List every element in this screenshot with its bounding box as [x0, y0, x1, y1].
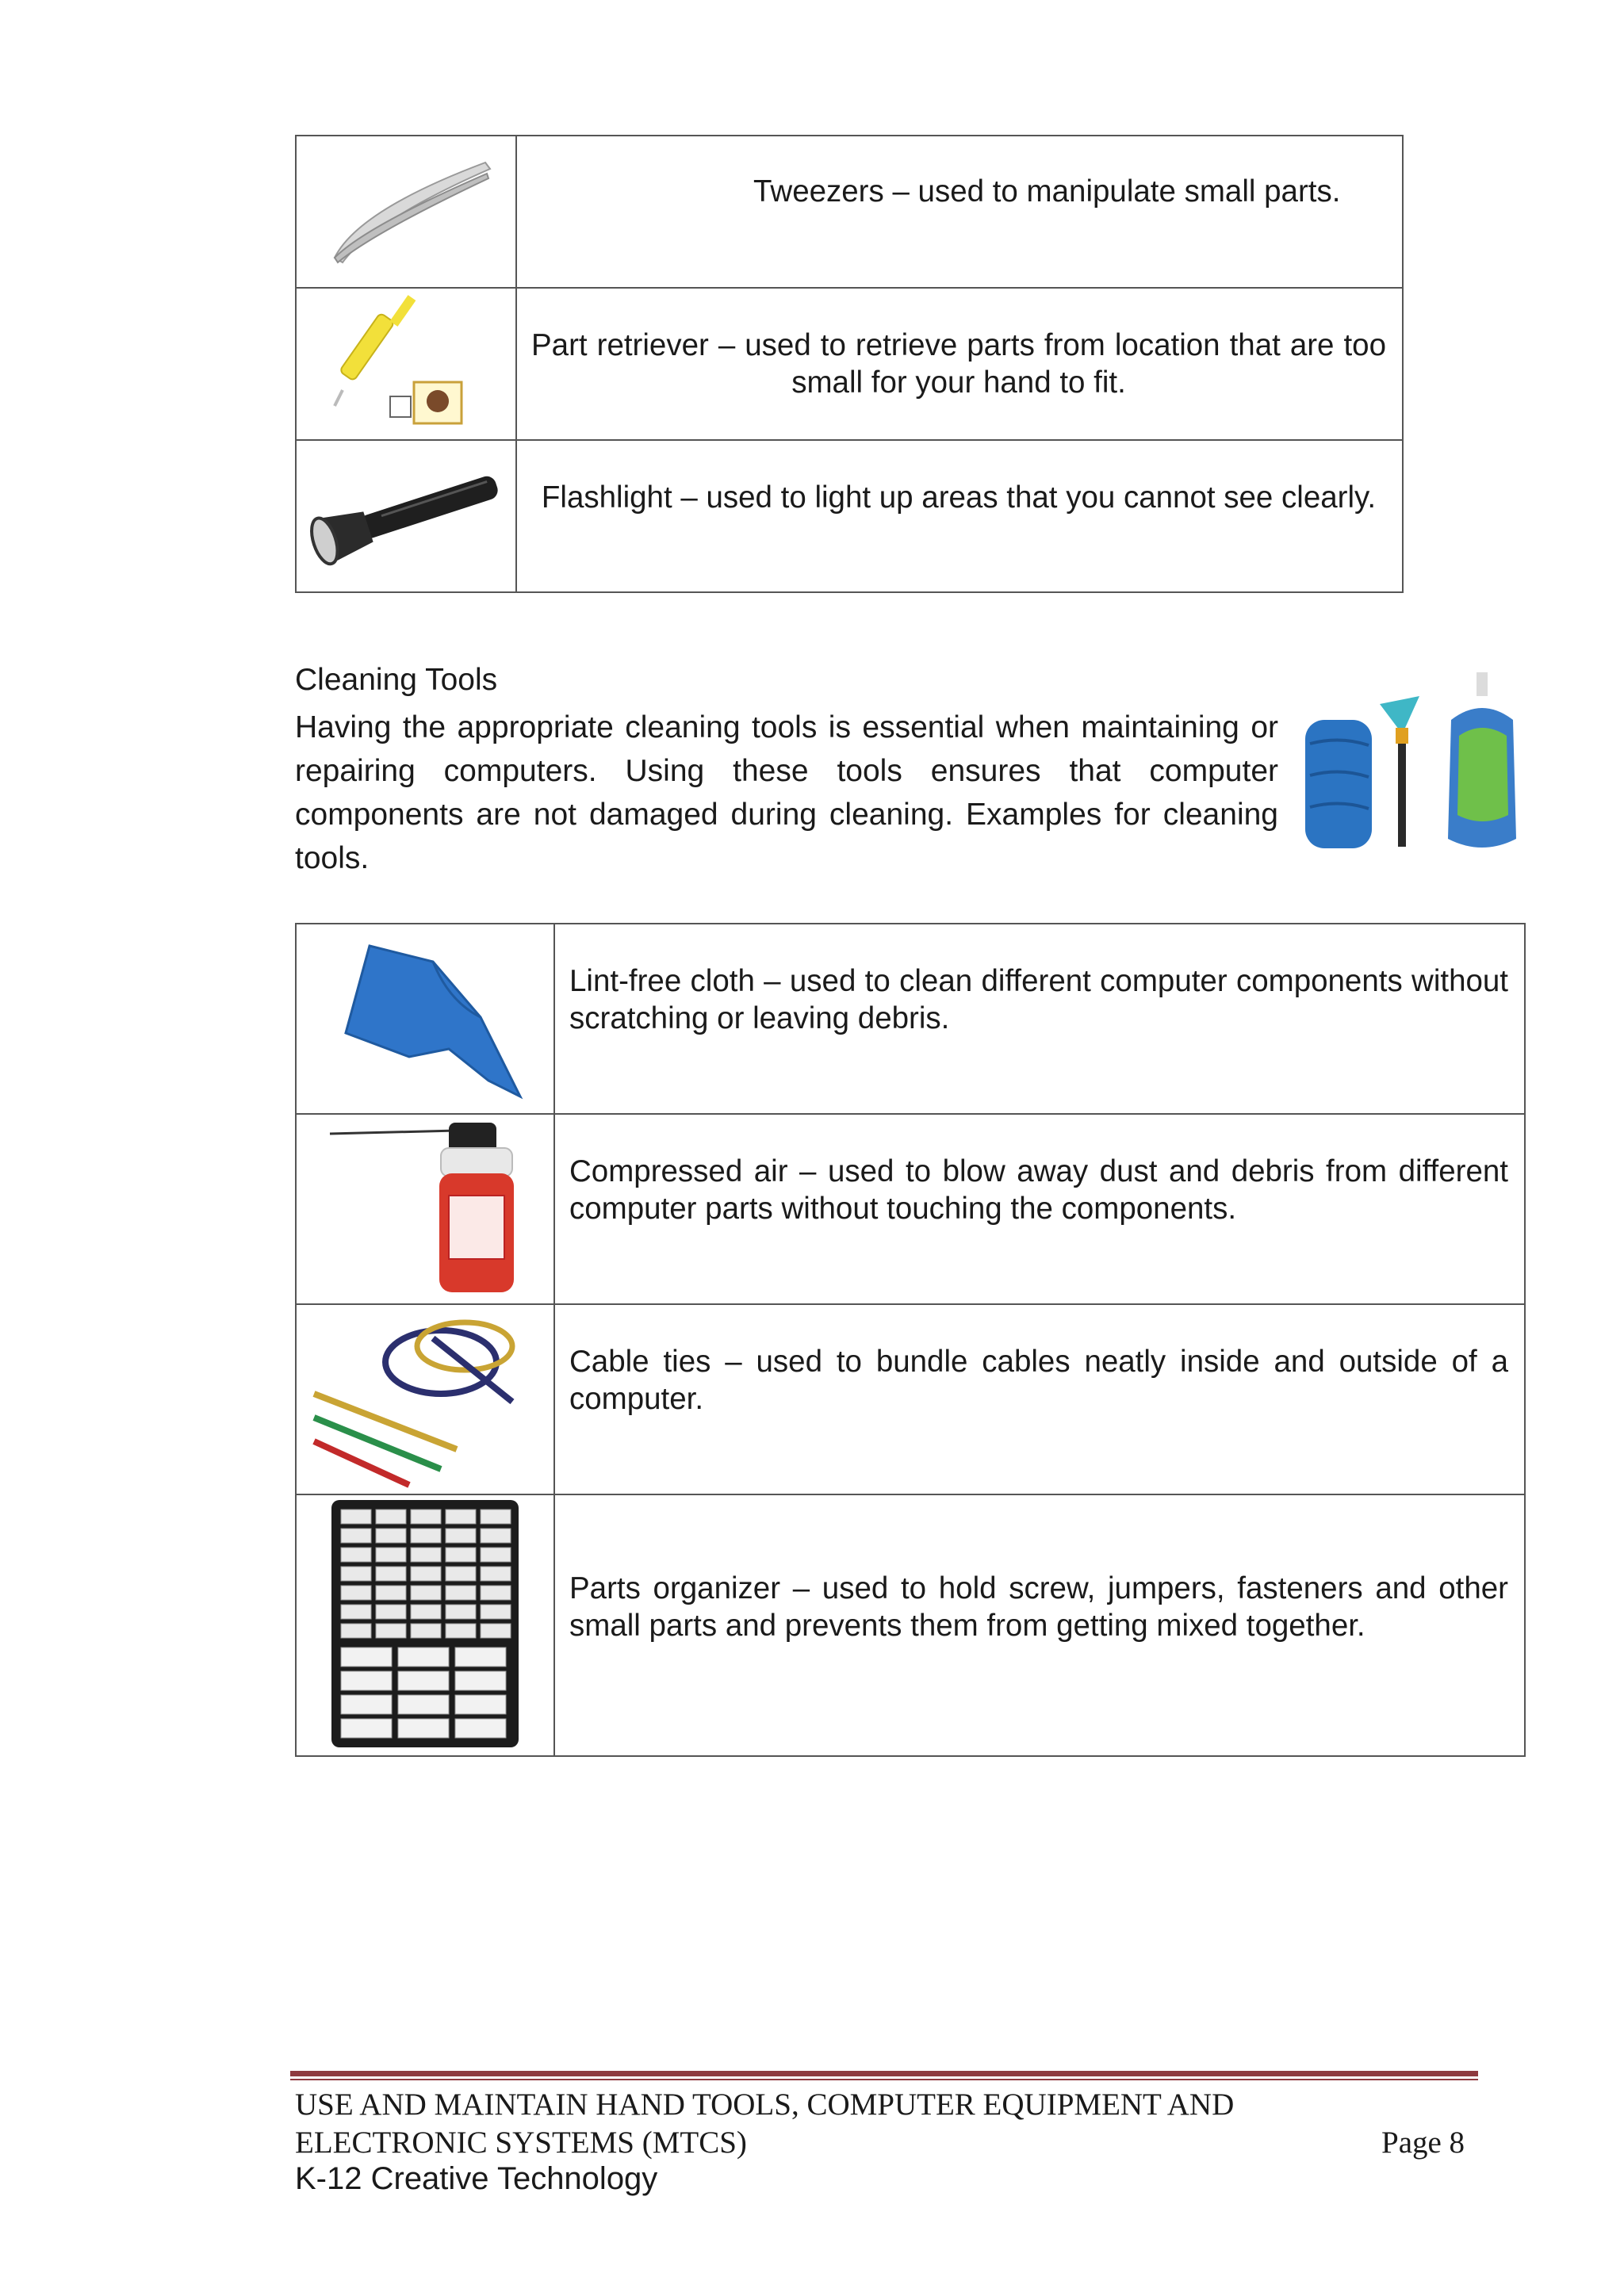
footer-rule: [290, 2071, 1478, 2076]
tool-description: Tweezers – used to manipulate small parts.: [516, 136, 1403, 288]
parts-organizer-icon: [322, 1497, 528, 1751]
table-row: [296, 288, 1403, 440]
tool-image-cell: [296, 440, 516, 592]
table-row: [296, 924, 1525, 1114]
lint-free-cloth-icon: [314, 930, 536, 1104]
tool-image-cell: [296, 1114, 554, 1304]
table-row: [296, 1304, 1525, 1494]
section-title: Cleaning Tools: [295, 663, 498, 697]
tool-description: Compressed air – used to blow away dust and debris from different computer parts without touching the components.: [554, 1114, 1525, 1304]
tool-description: Cable ties – used to bundle cables neatly inside and outside of a computer.: [554, 1304, 1525, 1494]
tool-image-cell: [296, 288, 516, 440]
table-row: [296, 1494, 1525, 1756]
tool-description: Flashlight – used to light up areas that you cannot see clearly.: [516, 440, 1403, 592]
tweezers-icon: [311, 147, 501, 274]
footer-course: K-12 Creative Technology: [295, 2161, 658, 2196]
table-row: [296, 136, 1403, 288]
cleaning-kit-icon: [1300, 672, 1530, 856]
footer-title-line2: ELECTRONIC SYSTEMS (MTCS): [295, 2126, 747, 2160]
section-paragraph: Having the appropriate cleaning tools is essential when maintaining or repairing computers. Using these tools ensures that computer components are not damaged during cleaning. Examples for cleaning tools.: [295, 710, 1278, 875]
page-number: Page 8: [1381, 2126, 1465, 2160]
compressed-air-icon: [306, 1116, 544, 1299]
tool-description: Lint-free cloth – used to clean different computer components without scratching or leaving debris.: [554, 924, 1525, 1114]
part-retriever-icon: [311, 295, 501, 430]
cable-ties-icon: [306, 1307, 544, 1489]
tool-description: Parts organizer – used to hold screw, jumpers, fasteners and other small parts and prevents them from getting mixed together.: [554, 1494, 1525, 1756]
table-row: [296, 1114, 1525, 1304]
tool-image-cell: [296, 1494, 554, 1756]
tool-description: Part retriever – used to retrieve parts from location that are too small for your hand to fit.: [516, 288, 1403, 440]
footer-rule-thin: [290, 2079, 1478, 2080]
table-row: [296, 440, 1403, 592]
tool-image-cell: [296, 924, 554, 1114]
tool-image-cell: [296, 1304, 554, 1494]
hand-tools-table: [295, 135, 1404, 593]
flashlight-icon: [303, 459, 509, 570]
footer-title-line1: USE AND MAINTAIN HAND TOOLS, COMPUTER EQUIPMENT AND: [295, 2087, 1235, 2122]
cleaning-tools-table: [295, 923, 1526, 1757]
tool-image-cell: [296, 136, 516, 288]
